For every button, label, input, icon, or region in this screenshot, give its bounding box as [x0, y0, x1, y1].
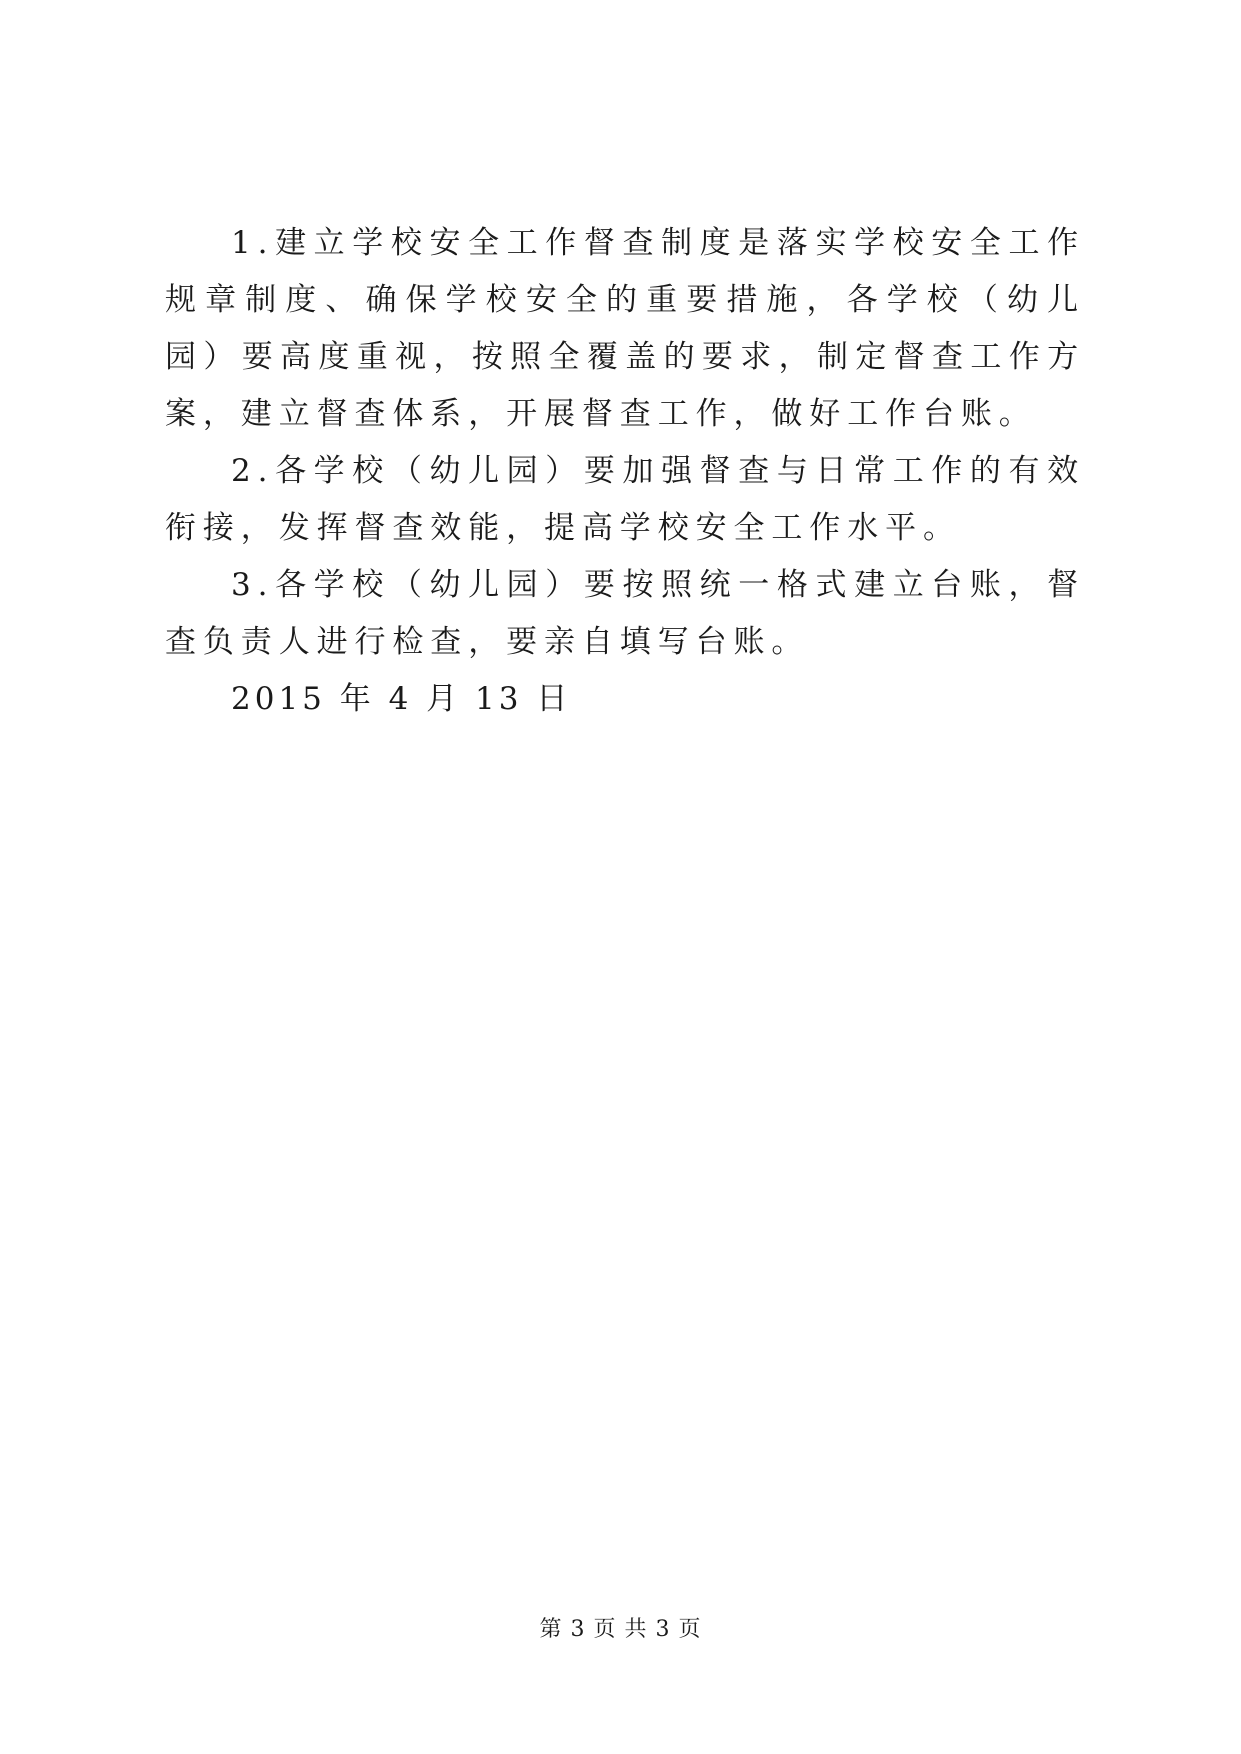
paragraph-1: 1.建立学校安全工作督查制度是落实学校安全工作规章制度、确保学校安全的重要措施，各学校（幼儿园）要高度重视，按照全覆盖的要求，制定督查工作方案，建立督查体系，开展督查工作，做好工作台账。	[165, 225, 1085, 432]
document-date: 2015 年 4 月 13 日	[231, 681, 572, 717]
document-body	[165, 215, 1085, 728]
paragraph-3: 3.各学校（幼儿园）要按照统一格式建立台账，督查负责人进行检查，要亲自填写台账。	[165, 567, 1085, 660]
paragraph-2: 2.各学校（幼儿园）要加强督查与日常工作的有效衔接，发挥督查效能，提高学校安全工作水平。	[165, 453, 1085, 546]
page-number-footer: 第 3 页 共 3 页	[539, 1617, 702, 1642]
